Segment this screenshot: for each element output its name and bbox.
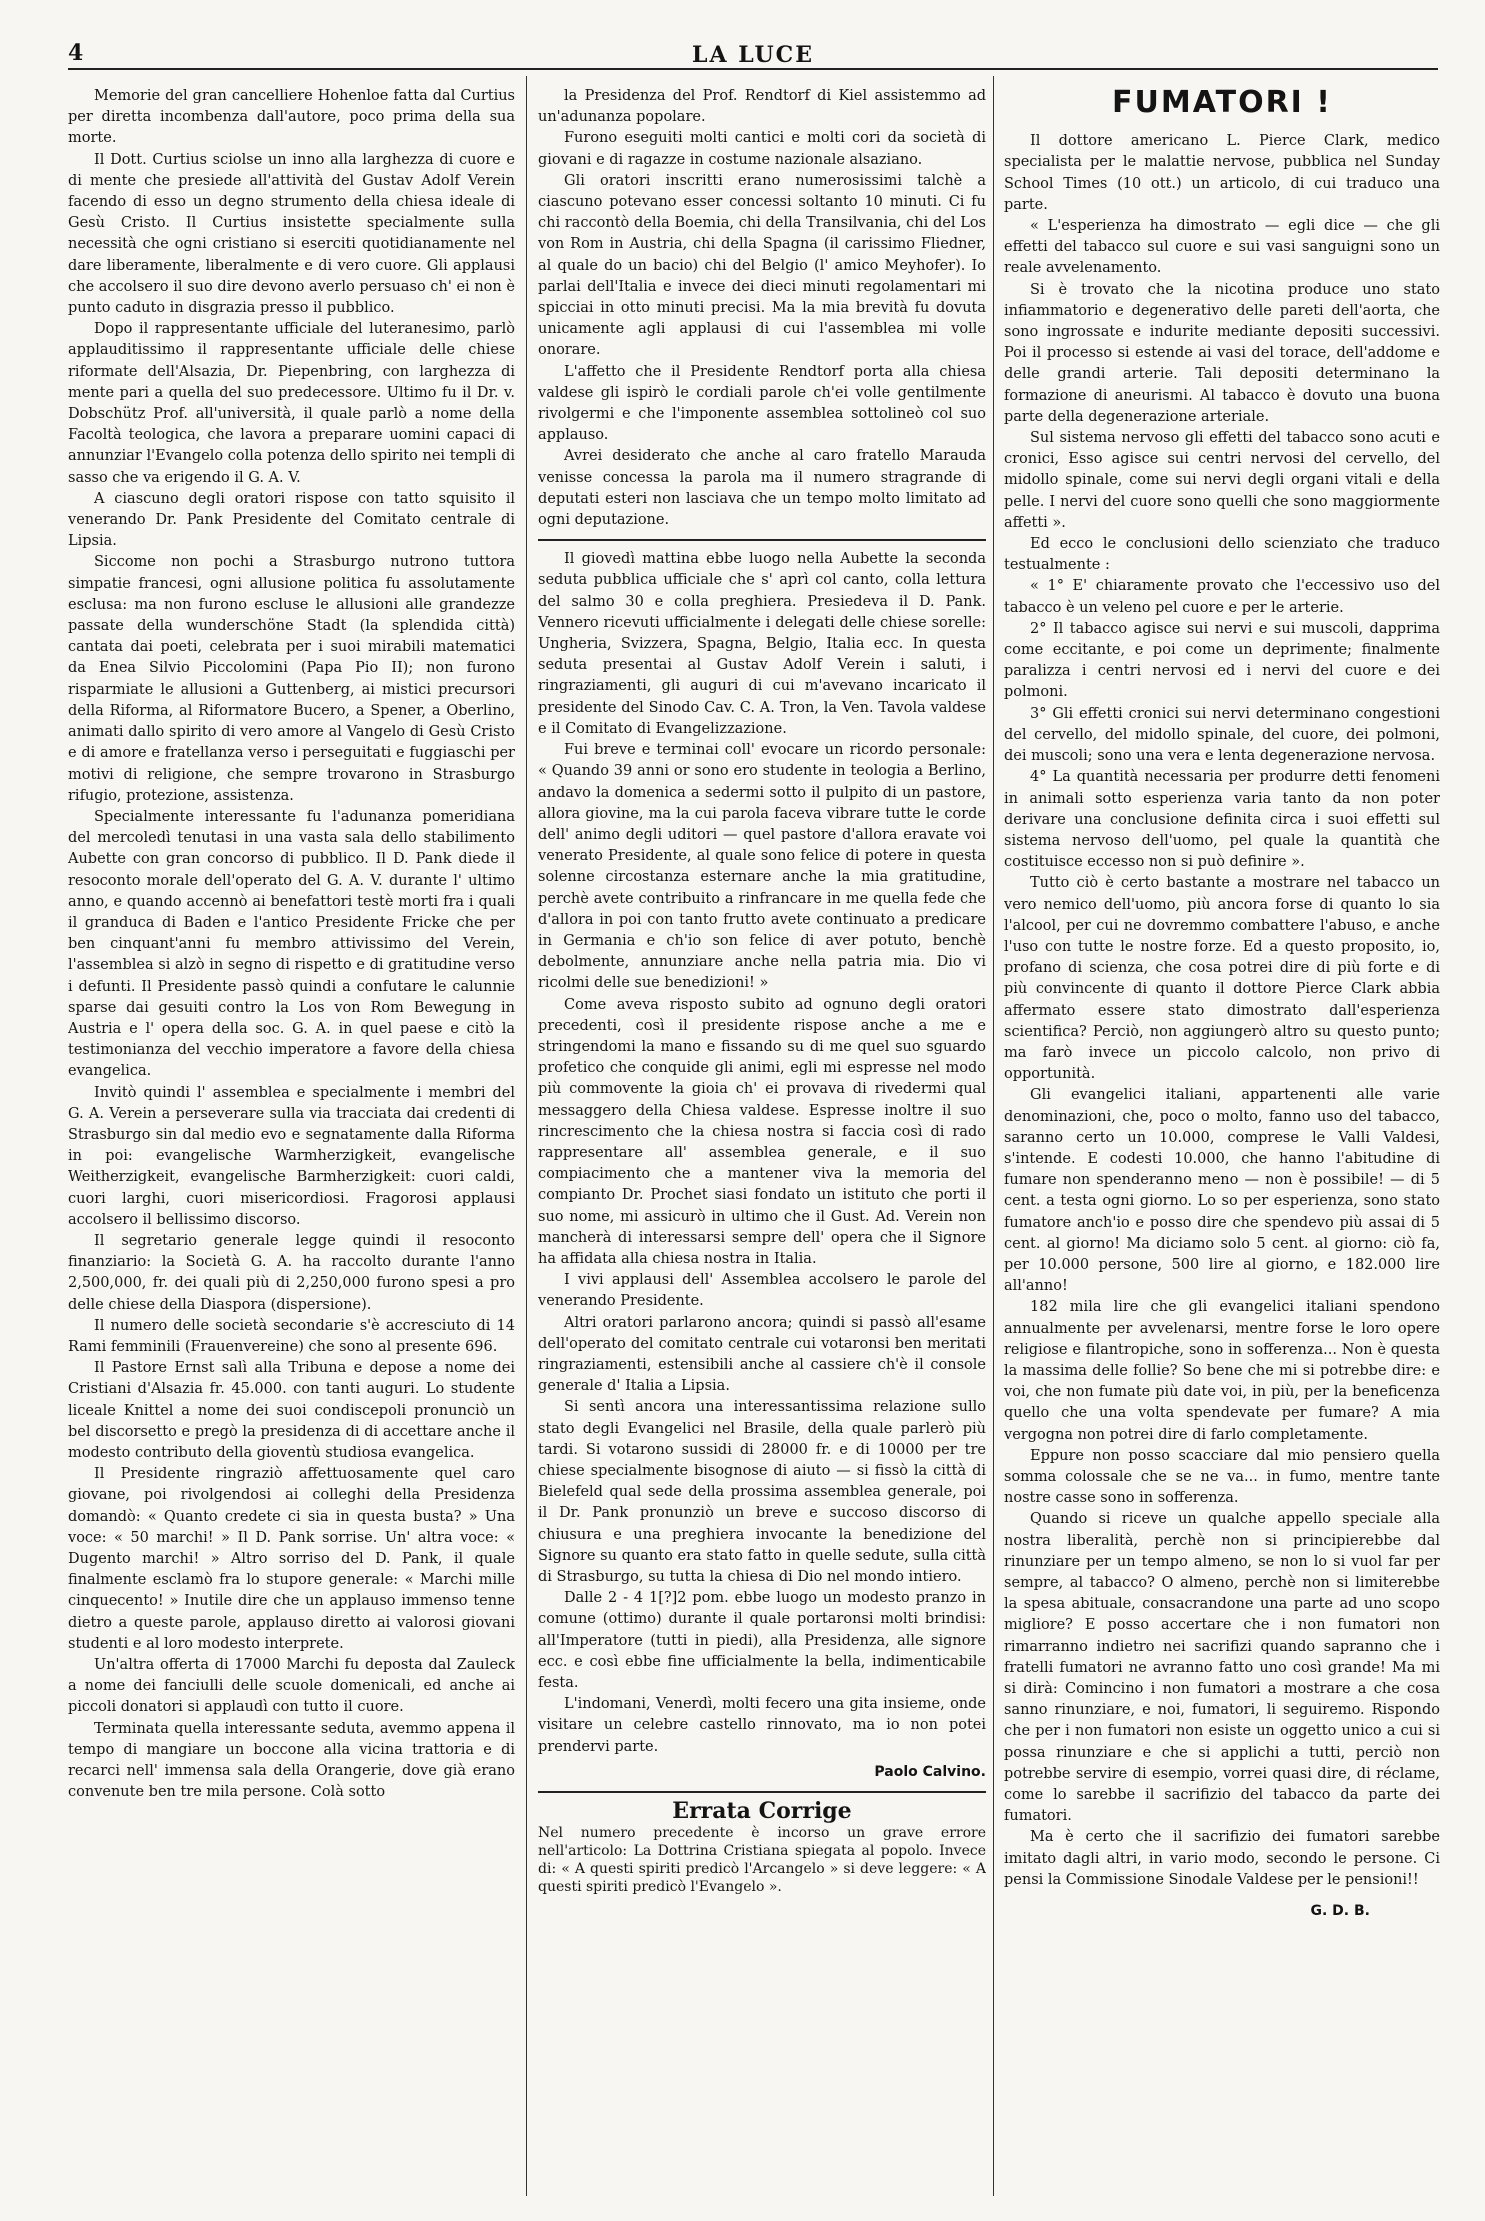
- paragraph: Si è trovato che la nicotina produce uno stato infiammatorio e degenerativo delle pareti dell'aorta, che sono ingrossate e indurite mediante depositi successivi. Poi il processo si estende ai vasi del torace, dell'addome e delle grandi arterie. Tali depositi determinano la formazione di aneurismi. Al tabacco è dovuto una buona parte della degenerazione arteriale.: [1004, 281, 1440, 425]
- column-2: [538, 86, 986, 2196]
- errata-text: Nel numero precedente è incorso un grave errore nell'articolo: La Dottrina Cristiana spiegata al popolo. Invece di: « A questi spiriti predicò l'Arcangelo » si deve leggere: « A questi spiriti predicò l'Evangelo ».: [538, 1825, 986, 1896]
- paragraph: Invitò quindi l' assemblea e specialmente i membri del G. A. Verein a perseverare sulla via tracciata dai credenti di Strasburgo sin dal medio evo e segnatamente dalla Riforma in poi: evangelische Warmherzigkeit, evangelische Weitherzigkeit, evangelische Barmherzigkeit: cuori caldi, cuori larghi, cuori misericordiosi. Fragorosi applausi accolsero il bellissimo discorso.: [68, 1084, 515, 1228]
- page-header: [68, 40, 1438, 70]
- paragraph: 182 mila lire che gli evangelici italiani spendono annualmente per avvelenarsi, mentre forse le loro opere religiose e filantropiche, sono in sofferenza... Non è questa la massima delle follie? So bene che mi si potrebbe dire: e voi, che non fumate più date voi, in più, per la beneficenza quello che una volta spendevate per fumare? A mia vergogna non potrei dire di farlo completamente.: [1004, 1299, 1440, 1443]
- paragraph: Tutto ciò è certo bastante a mostrare nel tabacco un vero nemico dell'uomo, più ancora forse di quanto lo sia l'alcool, per cui ne dovremmo combattere l'abuso, e anche l'uso con tutte le nostre forze. Ed a questo proposito, io, profano di scienza, che cosa potrei dire di più forte e di più convincente di quanto il dottore Pierce Clark abbia affermato essere stato dimostrato dall'esperienza scientifica? Perciò, non aggiungerò altro su questo punto; ma farò invece un piccolo calcolo, non privo di opportunità.: [1004, 875, 1440, 1083]
- paragraph: Siccome non pochi a Strasburgo nutrono tuttora simpatie francesi, ogni allusione politica fu assolutamente esclusa: ma non furono escluse le allusioni alle grandezze passate della wunderschöne Stadt (la splendida città) cantata dai poeti, celebrata per i suoi mirabili matematici da Enea Silvio Piccolomini (Papa Pio II); non furono risparmiate le allusioni a Guttenberg, ai mistici precursori della Riforma, al Riformatore Bucero, a Spener, a Oberlino, animati dallo spirito di vero amore al Vangelo di Gesù Cristo e di amore e fratellanza verso i perseguitati e fuggiaschi per motivi di religione, che sempre trovarono in Strasburgo rifugio, protezione, assistenza.: [68, 554, 515, 804]
- paragraph: Furono eseguiti molti cantici e molti cori da società di giovani e di ragazze in costume nazionale alsaziano.: [538, 130, 986, 168]
- paragraph: L'affetto che il Presidente Rendtorf porta alla chiesa valdese gli ispirò le cordiali parole ch'ei volle gentilmente rivolgermi e che l'imponente assemblea sottolineò col suo applauso.: [538, 363, 986, 444]
- section-rule: [538, 539, 986, 541]
- paragraph: Gli evangelici italiani, appartenenti alle varie denominazioni, che, poco o molto, fanno uso del tabacco, saranno certo un 10.000, comprese le Valli Valdesi, s'intende. E codesti 10.000, che hanno l'abitudine di fumare non spenderanno meno — non è possibile! — di 5 cent. a testa ogni giorno. Lo so per esperienza, sono stato fumatore anch'io e posso dire che spendevo più assai di 5 cent. al giorno! Ma diciamo solo 5 cent. al giorno: ciò fa, per 10.000 persone, 500 lire al giorno, e 182.000 lire all'anno!: [1004, 1087, 1440, 1295]
- paragraph: « L'esperienza ha dimostrato — egli dice — che gli effetti del tabacco sul cuore e sui vasi sanguigni sono un reale avvelenamento.: [1004, 218, 1440, 277]
- paragraph: Il Presidente ringraziò affettuosamente quel caro giovane, poi rivolgendosi ai colleghi della Presidenza domandò: « Quanto credete ci sia in questa busta? » Una voce: « 50 marchi! » Il D. Pank sorrise. Un' altra voce: « Dugento marchi! » Altro sorriso del D. Pank, il quale finalmente esclamò fra lo stupore generale: « Marchi mille cinquecento! » Inutile dire che un applauso immenso tenne dietro a queste parole, applauso diretto ai valorosi giovani studenti e al loro modesto interprete.: [68, 1466, 515, 1652]
- paragraph: Avrei desiderato che anche al caro fratello Marauda venisse concessa la parola ma il numero stragrande di deputati esteri non lasciava che un tempo molto limitato ad ogni deputazione.: [538, 448, 986, 529]
- paragraph: Memorie del gran cancelliere Hohenloe fatta dal Curtius per diretta incombenza dall'autore, poco prima della sua morte.: [68, 88, 515, 147]
- paragraph: Altri oratori parlarono ancora; quindi si passò all'esame dell'operato del comitato centrale cui votaronsi ben meritati ringraziamenti, estensibili anche al cassiere ch'è il console generale d' Italia a Lipsia.: [538, 1314, 986, 1395]
- column-divider: [526, 76, 527, 2196]
- paragraph: Sul sistema nervoso gli effetti del tabacco sono acuti e cronici, Esso agisce sui centri nervosi del cervello, del midollo spinale, come sui nervi degli organi vitali e della pelle. I nervi del cuore sono quelli che sono maggiormente affetti ».: [1004, 430, 1440, 531]
- column-3: [1004, 86, 1440, 2196]
- paragraph: Il segretario generale legge quindi il resoconto finanziario: la Società G. A. ha raccolto durante l'anno 2,500,000, fr. dei quali più di 2,250,000 furono spesi a pro delle chiese della Diaspora (dispersione).: [68, 1232, 515, 1313]
- paragraph: Un'altra offerta di 17000 Marchi fu deposta dal Zauleck a nome dei fanciulli delle scuole domenicali, ed anche ai piccoli donatori si applaudì con tutto il cuore.: [68, 1657, 515, 1716]
- paragraph: Fui breve e terminai coll' evocare un ricordo personale: « Quando 39 anni or sono ero studente in teologia a Berlino, andavo la domenica a sedermi sotto il pulpito di un pastore, allora giovine, ma la cui parola faceva vibrare tutte le corde dell' animo degli uditori — quel pastore d'allora eravate voi venerato Presidente, al quale sono felice di potere in questa solenne circostanza esternare anche la mia gratitudine, perchè avete contribuito a rinfrancare in me quella fede che d'allora in poi con tanto frutto avete continuato a predicare in Germania e ch'io son felice di aver potuto, benchè debolmente, annunziare anche nella patria mia. Dio vi ricolmi delle sue benedizioni! »: [538, 742, 986, 992]
- paragraph: Come aveva risposto subito ad ognuno degli oratori precedenti, così il presidente rispose anche a me e stringendomi la mano e fissando su di me quel suo sguardo profetico che conquide gli animi, egli mi espresse nel modo più commovente la gioia ch' ei provava di rivedermi qual messaggero della Chiesa valdese. Espresse inoltre il suo rincrescimento che la chiesa nostra si faccia così di rado rappresentare all' assemblea generale, e il suo compiacimento che a mantener viva la memoria del compianto Dr. Prochet siasi fondato un istituto che porti il suo nome, mi assicurò in ultimo che il Gust. Ad. Verein non mancherà di interessarsi sempre dell' opera che il Signore ha affidata alla chiesa nostra in Italia.: [538, 996, 986, 1267]
- paragraph: I vivi applausi dell' Assemblea accolsero le parole del venerando Presidente.: [538, 1272, 986, 1310]
- paragraph: Eppure non posso scacciare dal mio pensiero quella somma colossale che se ne va... in fumo, mentre tante nostre casse sono in sofferenza.: [1004, 1447, 1440, 1507]
- paragraph: Ma è certo che il sacrifizio dei fumatori sarebbe imitato dagli altri, in vario modo, secondo le persone. Ci pensi la Commissione Sinodale Valdese per le pensioni!!: [1004, 1829, 1440, 1888]
- paragraph: 3° Gli effetti cronici sui nervi determinano congestioni del cervello, del midollo spinale, del cuore, dei polmoni, dei muscoli; sono una vera e lenta degenerazione nervosa.: [1004, 705, 1440, 765]
- paragraph: 4° La quantità necessaria per produrre detti fenomeni in animali sotto esperienza varia tanto da non poter derivare una conclusione definita circa i suoi effetti sul sistema nervoso dell'uomo, pel quale la quantità che costituisce eccesso non si può definire ».: [1004, 769, 1440, 871]
- paragraph: Terminata quella interessante seduta, avemmo appena il tempo di mangiare un boccone alla vicina trattoria e di recarci nell' immensa sala della Orangerie, dove già erano convenute ben tre mila persone. Colà sotto: [68, 1720, 515, 1801]
- paragraph: Ed ecco le conclusioni dello scienziato che traduco testualmente :: [1004, 536, 1440, 574]
- article-title: FUMATORI !: [1112, 86, 1332, 120]
- page-number: 4: [68, 40, 84, 66]
- paragraph: Quando si riceve un qualche appello speciale alla nostra liberalità, perchè non si principierebbe dal rinunziare per un tempo almeno, se non lo si vuol far per sempre, al tabacco? O almeno, perchè non si limiterebbe la spesa abituale, consacrandone una parte ad uno scopo migliore? E posso accertare che i non fumatori non rimarranno indietro nei sacrifizi quando sapranno che i fratelli fumatori ne avranno fatto uno così grande! Ma mi si dirà: Comincino i non fumatori a mostrare a che cosa sanno rinunziare, e noi, fumatori, li seguiremo. Rispondo che per i non fumatori non esiste un oggetto unico a cui si possa rinunziare e che si applichi a tutti, perciò non potrebbe servire di esempio, vorrei quasi dire, di réclame, come lo sarebbe il sacrifizio del tabacco da parte dei fumatori.: [1004, 1511, 1440, 1825]
- section-rule: [538, 1791, 986, 1793]
- paragraph: Si sentì ancora una interessantissima relazione sullo stato degli Evangelici nel Brasile, della quale parlerò più tardi. Si votarono sussidi di 28000 fr. e di 10000 per tre chiese specialmente bisognose di aiuto — si fissò la città di Bielefeld qual sede della prossima assemblea generale, poi il Dr. Pank pronunziò un breve e succoso discorso di chiusura e una preghiera invocante la benedizione del Signore su quanto era stato fatto in quelle sedute, sulla città di Strasburgo, su tutta la chiesa di Dio nel mondo intiero.: [538, 1399, 986, 1586]
- paragraph: Il numero delle società secondarie s'è accresciuto di 14 Rami femminili (Frauenvereine) che sono al presente 696.: [68, 1317, 515, 1355]
- column-divider: [993, 76, 994, 2196]
- paragraph: Gli oratori inscritti erano numerosissimi talchè a ciascuno potevano esser concessi soltanto 10 minuti. Ci fu chi raccontò della Boemia, chi della Transilvania, chi del Los von Rom in Austria, chi della Spagna (il carissimo Fliedner, al quale do un bacio) chi del Belgio (l' amico Meyhofer). Io parlai dell'Italia e invece dei dieci minuti regolamentari mi spicciai in otto minuti precisi. Ma la mia brevità fu dovuta unicamente agli applausi di cui l'assemblea mi volle onorare.: [538, 172, 986, 359]
- paragraph: Specialmente interessante fu l'adunanza pomeridiana del mercoledì tenutasi in una vasta sala dello stabilimento Aubette con gran concorso di pubblico. Il D. Pank diede il resoconto morale dell'operato del G. A. V. durante l' ultimo anno, e quando accennò ai benefattori testè morti fra i quali il granduca di Baden e l'antico Presidente Fricke che per ben cinquant'anni fu membro attivissimo del Verein, l'assemblea si alzò in segno di rispetto e di gratitudine verso i defunti. Il Presidente passò quindi a confutare le calunnie sparse dai gesuiti contro la Los von Rom Bewegung in Austria e l' opera della soc. G. A. in quel paese e citò la testimonianza del vecchio imperatore a favore della chiesa evangelica.: [68, 808, 515, 1080]
- paragraph: Il Dott. Curtius sciolse un inno alla larghezza di cuore e di mente che presiede all'attività del Gustav Adolf Verein facendo di esso un degno strumento della chiesa ideale di Gesù Cristo. Il Curtius insistette specialmente sulla necessità che ogni cristiano si eserciti quotidianamente nel dare liberamente, liberalmente e di vero cuore. Gli applausi che accolsero il suo dire devono averlo persuaso ch' ei non è punto caduto in disgrazia presso il pubblico.: [68, 151, 515, 317]
- author-signature: Paolo Calvino.: [874, 1763, 986, 1780]
- errata-title: Errata Corrige: [672, 1798, 852, 1825]
- paragraph: Il dottore americano L. Pierce Clark, medico specialista per le malattie nervose, pubblica nel Sunday School Times (10 ott.) un articolo, di cui traduco una parte.: [1004, 133, 1440, 213]
- masthead: LA LUCE: [692, 42, 814, 68]
- paragraph: Il Pastore Ernst salì alla Tribuna e depose a nome dei Cristiani d'Alsazia fr. 45.000. con tanti auguri. Lo studente liceale Knittel a nome dei suoi condiscepoli pronunciò un bel discorsetto e pregò la presidenza di di accettare anche il modesto contributo della gioventù studiosa evangelica.: [68, 1360, 515, 1461]
- paragraph: L'indomani, Venerdì, molti fecero una gita insieme, onde visitare un celebre castello rinnovato, ma io non potei prendervi parte.: [538, 1696, 986, 1755]
- paragraph: « 1° E' chiaramente provato che l'eccessivo uso del tabacco è un veleno pel cuore e per le arterie.: [1004, 578, 1440, 616]
- paragraph: Dalle 2 - 4 1[?]2 pom. ebbe luogo un modesto pranzo in comune (ottimo) durante il quale portaronsi molti brindisi: all'Imperatore (tutti in piedi), alla Presidenza, alle signore ecc. e così ebbe fine ufficialmente la bella, indimenticabile festa.: [538, 1590, 986, 1692]
- author-initials: G. D. B.: [1310, 1903, 1370, 1920]
- column-1: [68, 86, 515, 2196]
- header-rule: [68, 68, 1438, 70]
- paragraph: la Presidenza del Prof. Rendtorf di Kiel assistemmo ad un'adunanza popolare.: [538, 88, 986, 126]
- paragraph: Dopo il rappresentante ufficiale del luteranesimo, parlò applauditissimo il rappresentante ufficiale delle chiese riformate dell'Alsazia, Dr. Piepenbring, con larghezza di mente pari a quella del suo predecessore. Ultimo fu il Dr. v. Dobschütz Prof. all'università, il quale parlò a nome della Facoltà teologica, che lavora a preparare uomini capaci di annunziar l'Evangelo colla potenza dello spirito nei templi di sasso che va erigendo il G. A. V.: [68, 321, 515, 486]
- paragraph: 2° Il tabacco agisce sui nervi e sui muscoli, dapprima come eccitante, e poi come un deprimente; finalmente paralizza i centri nervosi ed i nervi del cuore e dei polmoni.: [1004, 620, 1440, 701]
- paragraph: Il giovedì mattina ebbe luogo nella Aubette la seconda seduta pubblica ufficiale che s' aprì col canto, colla lettura del salmo 30 e colla preghiera. Presiedeva il D. Pank. Vennero ricevuti ufficialmente i delegati delle chiese sorelle: Ungheria, Svizzera, Spagna, Belgio, Italia ecc. In questa seduta presentai al Gustav Adolf Verein i saluti, i ringraziamenti, gli auguri di cui m'avevano incaricato il presidente del Sinodo Cav. C. A. Tron, la Ven. Tavola valdese e il Comitato di Evangelizzazione.: [538, 551, 986, 737]
- paragraph: A ciascuno degli oratori rispose con tatto squisito il venerando Dr. Pank Presidente del Comitato centrale di Lipsia.: [68, 490, 515, 550]
